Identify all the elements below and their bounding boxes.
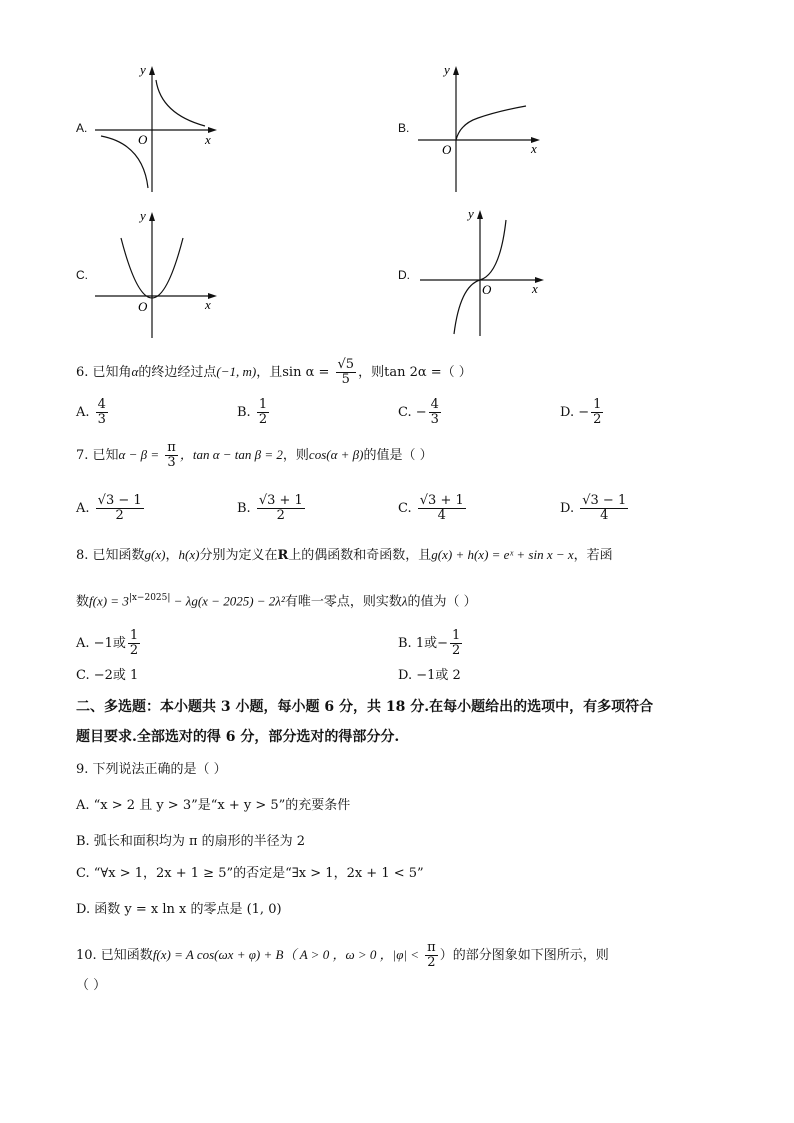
q9-option-c[interactable]: C. “∀x > 1，2x + 1 ≥ 5”的否定是“∃x > 1，2x + 1 < 5” — [76, 866, 424, 881]
option-label-a: A. — [76, 121, 88, 135]
y-label: y — [140, 62, 146, 77]
frac-den: 4 — [600, 508, 609, 523]
q7-stem-b: ，则 — [282, 448, 309, 463]
q10-stem-a: 10. 已知函数 — [76, 948, 153, 963]
frac-den: 2 — [452, 643, 461, 658]
option-label: A. — [76, 636, 90, 651]
option-label: B. — [398, 636, 412, 651]
q8-f: f(x) = 3 — [89, 593, 129, 609]
origin-label: O — [138, 132, 148, 147]
q8-h: h(x) — [178, 547, 200, 562]
frac-num: 4 — [430, 397, 439, 412]
option-text: −1或 — [93, 636, 126, 651]
q10-paren: （ ） — [76, 978, 107, 993]
option-text: −2或 1 — [93, 668, 139, 683]
frac-num: √3 + 1 — [258, 493, 303, 508]
option-frac — [591, 398, 603, 427]
y-label: y — [468, 206, 474, 221]
option-label: D. — [398, 668, 413, 683]
option-label: C. — [76, 668, 90, 683]
q7-cond-a: α − β = — [118, 447, 160, 462]
frac-num: π — [167, 440, 176, 455]
frac-den: 2 — [129, 643, 139, 658]
y-arrow — [149, 212, 155, 221]
q8-line2-b: 有唯一零点，则实数 — [284, 594, 402, 610]
option-sign: − — [578, 405, 590, 420]
frac-num: 1 — [452, 628, 461, 643]
q8-g: g(x) — [144, 547, 166, 562]
q8-sep: ， — [165, 548, 179, 563]
q8-line1-c: 上的偶函数和奇函数，且 — [288, 548, 432, 563]
graph-c — [95, 208, 225, 342]
q10-stem-b: ）的部分图象如下图所示，则 — [439, 948, 609, 963]
option-label: D. — [560, 405, 575, 420]
q7-option-b[interactable] — [237, 494, 307, 523]
q7-stem-a: 7. 已知 — [76, 448, 119, 463]
option-label: A. — [76, 501, 90, 516]
y-label: y — [140, 208, 146, 223]
frac-num: 4 — [97, 397, 106, 412]
option-frac — [450, 629, 462, 658]
q8-line1-a: 8. 已知函数 — [76, 548, 145, 563]
frac-den: 3 — [167, 455, 176, 470]
q6-paren: （ ） — [441, 365, 472, 380]
q6-tan: tan 2α = — [384, 365, 442, 380]
x-label: x — [532, 281, 538, 296]
frac-num: 1 — [593, 397, 602, 412]
q8-f-rest: − λg(x − 2025) − 2λ² — [170, 593, 285, 609]
frac-den: 2 — [276, 508, 285, 523]
q9-option-a[interactable]: A. “x > 2 且 y > 3”是“x + y > 5”的充要条件 — [76, 798, 351, 813]
option-label: C. — [398, 501, 412, 516]
frac-den: 2 — [593, 412, 602, 427]
q10-pi-frac — [425, 941, 438, 970]
option-frac — [96, 494, 144, 523]
q7-expr: cos(α + β) — [308, 447, 364, 462]
q8-line1 — [76, 545, 613, 566]
option-label: A. — [76, 405, 90, 420]
option-sign: − — [415, 405, 427, 420]
graph-d-svg — [420, 206, 550, 340]
option-label-d: D. — [398, 268, 410, 282]
q6-stem-a: 6. 已知角 — [76, 365, 132, 380]
option-label: D. — [560, 501, 575, 516]
q8-option-c[interactable] — [76, 666, 138, 686]
section2-heading-line2: 题目要求.全部选对的得 6 分，部分选对的得部分分. — [76, 729, 400, 745]
option-frac — [257, 398, 269, 427]
section2-heading-line1: 二、多选题：本小题共 3 小题，每小题 6 分，共 18 分.在每小题给出的选项中，有多项符合 — [76, 699, 654, 715]
frac-num: √3 − 1 — [97, 493, 142, 508]
q10-stem — [76, 941, 609, 970]
origin-label: O — [138, 299, 148, 314]
option-frac — [96, 398, 108, 427]
curve-upper — [156, 80, 205, 126]
q9-option-b[interactable]: B. 弧长和面积均为 π 的扇形的半径为 2 — [76, 834, 306, 849]
q8-lambda: λ — [401, 593, 408, 609]
y-arrow — [453, 66, 459, 75]
q8-line2-c: 的值为（ ） — [407, 594, 477, 610]
q6-point: (−1, m) — [216, 364, 257, 379]
option-text: −1或 2 — [416, 668, 461, 683]
option-frac — [257, 494, 305, 523]
frac-den: 2 — [115, 508, 124, 523]
frac-den: 2 — [258, 412, 268, 427]
q7-option-c[interactable] — [398, 494, 468, 523]
q6-sin-frac — [336, 358, 357, 387]
frac-num: 1 — [258, 397, 268, 412]
option-frac — [418, 494, 466, 523]
q7-option-d[interactable] — [560, 494, 630, 523]
q8-line1-b: 分别为定义在 — [199, 548, 278, 563]
option-label: B. — [237, 501, 251, 516]
q7-stem-c: 的值是（ ） — [363, 448, 433, 463]
q6-option-b[interactable] — [237, 398, 271, 427]
graph-c-svg — [95, 208, 225, 342]
frac-den: 2 — [427, 955, 436, 970]
frac-num: π — [427, 940, 436, 955]
option-frac — [580, 494, 628, 523]
q6-stem — [76, 358, 472, 387]
q6-option-c[interactable] — [398, 398, 443, 427]
q10-f: f(x) = A cos(ωx + φ) + B — [152, 947, 284, 962]
frac-den: 3 — [97, 412, 106, 427]
origin-label: O — [442, 142, 452, 157]
q9-option-d[interactable]: D. 函数 y = x ln x 的零点是 (1, 0) — [76, 902, 282, 917]
option-label-c: C. — [76, 268, 88, 282]
frac-num: 1 — [129, 628, 139, 643]
q8-option-a[interactable] — [76, 629, 142, 658]
origin-label: O — [482, 282, 492, 297]
q6-sin: sin α = — [282, 365, 330, 380]
alpha: α — [131, 364, 139, 379]
y-arrow — [477, 210, 483, 219]
q10-cond: （ A > 0 ，ω > 0 ，|φ| < — [283, 947, 420, 962]
q8-eq: g(x) + h(x) = eˣ + sin x − x — [431, 547, 574, 562]
q8-option-d[interactable] — [398, 666, 461, 686]
q9-stem: 9. 下列说法正确的是（ ） — [76, 762, 227, 777]
graph-b — [418, 62, 548, 194]
q6-stem-c: ，且 — [256, 365, 283, 380]
option-label: C. — [398, 405, 412, 420]
x-label: x — [531, 141, 537, 156]
q7-option-a[interactable] — [76, 494, 146, 523]
q8-line2-a: 数 — [76, 594, 90, 610]
y-arrow — [149, 66, 155, 75]
q7-pi-frac — [165, 441, 178, 470]
q8-line2 — [76, 588, 477, 612]
option-text: 1或− — [415, 636, 448, 651]
q6-option-d[interactable] — [560, 398, 605, 427]
q8-exp: |x−2025| — [128, 593, 171, 603]
q6-stem-b: 的终边经过点 — [138, 365, 217, 380]
option-label-b: B. — [398, 121, 410, 135]
q8-R: R — [277, 548, 289, 563]
option-frac — [128, 629, 140, 658]
q6-option-a[interactable] — [76, 398, 110, 427]
q8-option-b[interactable] — [398, 629, 464, 658]
frac-num: √5 — [337, 357, 355, 372]
q7-cond-b: ，tan α − tan β = 2 — [179, 447, 283, 462]
option-label: B. — [237, 405, 251, 420]
graph-b-svg — [418, 62, 548, 194]
q8-line1-d: ，若函 — [573, 548, 613, 563]
graph-a — [95, 62, 225, 194]
frac-den: 4 — [437, 508, 446, 523]
y-label: y — [444, 62, 450, 77]
frac-num: √3 − 1 — [582, 493, 627, 508]
x-label: x — [205, 297, 211, 312]
option-frac — [429, 398, 441, 427]
q7-stem — [76, 441, 433, 470]
frac-den: 3 — [430, 412, 439, 427]
q6-stem-d: ，则 — [358, 365, 385, 380]
x-label: x — [205, 132, 211, 147]
graph-d — [420, 206, 550, 340]
graph-a-svg — [95, 62, 225, 194]
frac-num: √3 + 1 — [419, 493, 464, 508]
frac-den: 5 — [341, 372, 350, 387]
curve — [456, 106, 526, 140]
